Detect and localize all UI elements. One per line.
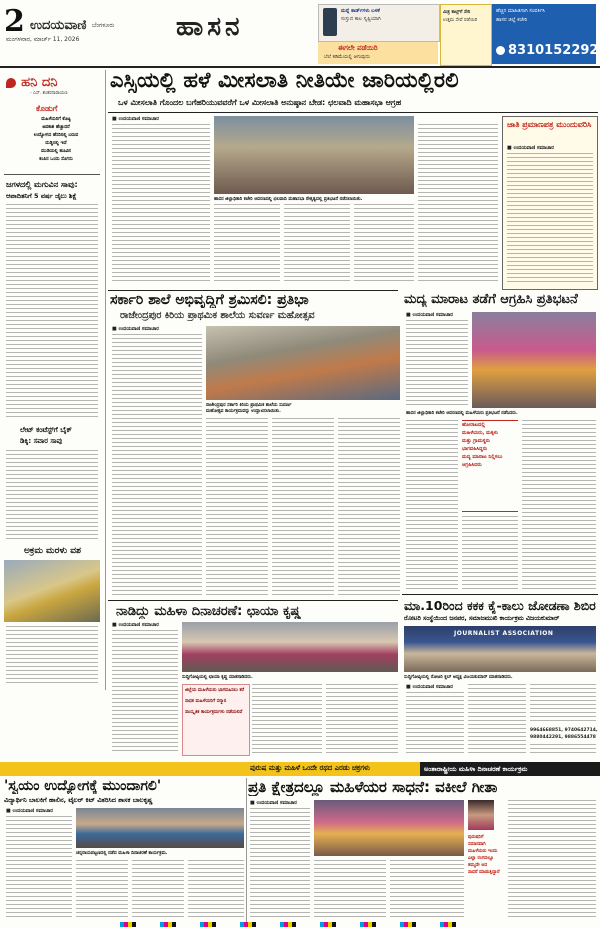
pull-line: ತಮ್ಮದೇ ಆದ [468, 863, 488, 868]
story1-subheadline: ಆಪಾದಿತನಿಗೆ 5 ವರ್ಷ ಜೈಲು ಶಿಕ್ಷೆ [6, 192, 77, 200]
school-body-1 [112, 334, 202, 596]
camp-contact-1: 9964668851, 9740642714, [530, 728, 598, 733]
school-caption-1: ರಾಜೇಂದ್ರಪುರ ಸರ್ಕಾರಿ ಕಿರಿಯ ಪ್ರಾಥಮಿಕ ಶಾಲೆಯ ಸುವರ್ಣ [206, 403, 292, 408]
pullquote-line: ಆಗ್ರಹಿಸಿದರು [462, 462, 482, 468]
camp-body-3 [530, 684, 596, 724]
band-right-text: ಅಂತಾರಾಷ್ಟ್ರೀಯ ಮಹಿಳಾ ದಿನಾಚರಣೆ ಕಾರ್ಯಕ್ರಮ [424, 765, 528, 773]
bottom-left-photo [76, 808, 244, 848]
liquor-body-4 [522, 420, 596, 590]
ad-offer [318, 42, 438, 64]
caste-cert-box [502, 116, 598, 290]
womensday-bullets [182, 684, 250, 756]
phone-icon [323, 8, 337, 36]
divider [4, 174, 100, 175]
liquor-headline: ಮದ್ಯ ಮಾರಾಟ ತಡೆಗೆ ಆಗ್ರಹಿಸಿ ಪ್ರತಿಭಟನೆ [404, 292, 578, 307]
school-body-2 [206, 418, 268, 596]
bottom-right-body-4 [508, 800, 596, 920]
camp-banner-text: JOURNALIST ASSOCIATION [454, 630, 554, 637]
story3-body [6, 626, 98, 686]
ad1-line2: ಸುಸ್ತುದ ಕಾಲ ಸೃಷ್ಟಿಯಾಗಿ [341, 16, 381, 22]
womensday-body-3 [326, 684, 398, 754]
left-column [0, 70, 104, 690]
band-right [420, 762, 600, 776]
poem-line: ಮುಡಿಯಲ್ಲಿ ಹೂವಿನ [41, 149, 71, 154]
bottom-left-sub: ವಿದ್ಯಾರ್ಥಿನಿ ಬಾಲಕಿಗೆ ಹಾಲಿನ, ಟೈಲರ್ ಕಿಟ್ ವಿತರಿಸಿದ ಶಾಸಕ ಬಾಲಕೃಷ್ಣ [4, 796, 153, 804]
poem-line: ದುಡ್ಡಿನಲ್ಲಿ ಇದೆ [45, 141, 67, 146]
story1-body [6, 204, 98, 420]
womensday-rule [108, 600, 398, 601]
section-title: ಹಾಸನ [176, 12, 244, 42]
liquor-body-3 [462, 516, 518, 590]
school-subheadline: ರಾಜೇಂದ್ರಪುರ ಕಿರಿಯ ಪ್ರಾಥಮಿಕ ಶಾಲೆಯ ಸುವರ್ಣ ಮಹೋತ್ಸವ [120, 310, 315, 321]
story2-headline: ಲೇಟ್ ಕಂಟೆಸ್ಟ್‌ಗೆ ಬೈಕ್ [20, 426, 72, 434]
pullquote-line: ಮದ್ಯ ಮಾರಾಟ ನಿಲ್ಲಿಸಲು [462, 454, 503, 460]
bottom-left-body-3 [132, 860, 184, 920]
lead-body-col5 [418, 124, 498, 284]
liquor-caption: ಹಾಸನ ಜಿಲ್ಲಾಧಿಕಾರಿ ಕಚೇರಿ ಆವರಣದಲ್ಲಿ ಮಹಿಳೆಯರು ಪ್ರತಿಭಟನೆ ನಡೆಸಿದರು. [406, 411, 518, 416]
bottom-right-byline: ■ ಉದಯವಾಣಿ ಸಮಾಚಾರ [250, 800, 297, 806]
poem-line: ಉದ್ಯೋಗದ ಹೆಸರಿನಲ್ಲಿ ಬರುವ [33, 133, 79, 138]
ad1-line4: ಬೆಲೆ ಕಡಿಮೆಯಲ್ಲಿ ಆಗುವುದು [324, 54, 371, 60]
ad3-phone: 8310152292 [508, 43, 599, 58]
story2-subheadline: ಡಿಕ್ಕಿ: ಸವಾರ ಸಾವು [20, 437, 63, 445]
school-photo [206, 326, 400, 400]
womensday-caption: ಸುದ್ದಿಗೋಷ್ಠಿಯಲ್ಲಿ ಛಾಯಾ ಕೃಷ್ಣ ಮಾತನಾಡಿದರು. [182, 675, 253, 680]
logo-drop-icon [6, 78, 16, 88]
bottom-right-photo [314, 800, 464, 856]
pullquote-line: ಭಾಗವಹಿಸಿದ್ದರು [462, 446, 488, 452]
registration-marks [120, 922, 480, 927]
logo-sub: - ಎಸ್. ಶಂಕರನಾರಾಯಣ [30, 91, 68, 96]
col-rule [105, 70, 106, 690]
lead-body-col3 [284, 204, 350, 284]
school-body-4 [338, 418, 400, 596]
camp-body-1 [406, 692, 464, 756]
poem [12, 116, 100, 164]
womensday-byline: ■ ಉದಯವಾಣಿ ಸಮಾಚಾರ [112, 622, 159, 628]
bottom-right-body-1 [250, 808, 310, 920]
camp-rule [402, 594, 598, 595]
bottom-left-caption: ಚನ್ನರಾಯಪಟ್ಟಣದಲ್ಲಿ ನಡೆದ ಮಹಿಳಾ ದಿನಾಚರಣೆ ಕಾರ್ಯಕ್ರಮ. [76, 851, 168, 856]
poem-line: ಮಹಿಳೆಯರಿಗೆ ಕೊಟ್ಟ [41, 117, 71, 122]
logo-text: ಹನಿ ದನಿ [21, 75, 58, 90]
hani-dani-logo [6, 72, 57, 91]
call-icon [496, 46, 505, 55]
school-caption-2: ಮಹೋತ್ಸವ ಕಾರ್ಯಕ್ರಮವನ್ನು ಉದ್ಘಾಟಿಸಲಾಯಿತು. [206, 409, 281, 414]
paper-name: ಉದಯವಾಣಿ [30, 18, 87, 33]
page-number: 2 [4, 4, 25, 39]
lead-body-col4 [354, 204, 414, 284]
camp-headline: ಮಾ.10ರಿಂದ ಕಕಕ ಕೈ-ಕಾಲು ಜೋಡಣಾ ಶಿಬಿರ [404, 598, 596, 613]
pull-line: ಮಹಿಳೆಯರು ಇಂದು [468, 849, 498, 854]
lead-byline: ■ ಉದಯವಾಣಿ ಸಮಾಚಾರ [112, 116, 159, 122]
pull-line: ಸಾಧನೆ ಮಾಡುತ್ತಿದ್ದಾರೆ [468, 870, 500, 875]
liquor-photo [472, 312, 596, 408]
issue-date: ಮಂಗಳವಾರ, ಮಾರ್ಚ್ 11, 2026 [6, 36, 80, 43]
story3-headline: ಅಕ್ರಮ ಮರಳು ವಶ [24, 546, 81, 556]
camp-body-2 [468, 684, 526, 756]
poem-line: ಅವಕಾಶ ಹೆಚ್ಚಾದರೆ [42, 125, 70, 130]
pullquote-line: ಮಹಿಳೆಯರು, ಮಕ್ಕಳು [462, 430, 498, 436]
liquor-body-2 [406, 420, 458, 590]
ad-friend [440, 4, 492, 66]
lead-rule [108, 112, 598, 113]
camp-photo [404, 626, 596, 672]
bottom-right-portrait [468, 800, 494, 830]
camp-subheadline: ರೋಟರಿ ಸಂಸ್ಥೆಯಿಂದ ಜನಪರ, ಸಮಾಜಮುಖಿ ಕಾರ್ಯಕ್ರಮ ವಿಜಯಕುಮಾರ್ [404, 615, 560, 622]
lead-body-col2 [214, 204, 280, 284]
camp-caption: ಸುದ್ದಿಗೋಷ್ಠಿಯಲ್ಲಿ ರೋಟರಿ ಕ್ಲಬ್ ಅಧ್ಯಕ್ಷ ವಿಜಯಕುಮಾರ್ ಮಾತನಾಡಿದರು. [404, 675, 513, 680]
womensday-headline: ನಾಡಿದ್ದು ಮಹಿಳಾ ದಿನಾಚರಣೆ: ಛಾಯಾ ಕೃಷ್ಣ [116, 604, 302, 619]
womensday-body-1 [112, 630, 178, 754]
bottom-right-body-3 [390, 860, 464, 920]
womensday-photo [182, 622, 398, 672]
ad3-line2: ಹಾಸನ ಜಿಲ್ಲೆ ಕಚೇರಿ [496, 17, 528, 23]
story2-body [6, 450, 98, 540]
bottom-right-pullquote [468, 834, 504, 876]
camp-contact-2: 9880442291, 9886554478 [530, 735, 596, 740]
bottom-left-body-1 [6, 816, 72, 920]
bottom-left-byline: ■ ಉದಯವಾಣಿ ಸಮಾಚಾರ [6, 808, 53, 814]
ad2-line2: ಉತ್ತಮ ಸೇವೆ ಪಡೆಯಿರಿ [443, 18, 478, 23]
ad-mobile-card [318, 4, 440, 42]
school-top-rule [108, 290, 398, 291]
bottom-col-rule [246, 778, 247, 922]
band-left-text: ಪುರುಷ ಮತ್ತು ಮಹಿಳೆ ಒಂದೇ ರಥದ ಎರಡು ಚಕ್ರಗಳು [250, 764, 371, 772]
school-byline: ■ ಉದಯವಾಣಿ ಸಮಾಚಾರ [112, 326, 159, 332]
ad2-line1: ಮಿತ್ರ ಕಾಲ್ಸ್‌ಗೆ ಸೇರಿ [443, 10, 471, 15]
bottom-left-headline: 'ಸ್ವಯಂ ಉದ್ಯೋಗಕ್ಕೆ ಮುಂದಾಗಲಿ' [4, 778, 162, 794]
lead-headline: ಎಸ್ಸಿಯಲ್ಲಿ ಹಳೆ ಮೀಸಲಾತಿ ನೀತಿಯೇ ಜಾರಿಯಲ್ಲಿರಲಿ [110, 68, 459, 92]
liquor-pullquote [462, 420, 518, 512]
pull-line: ಎಲ್ಲಾ ರಂಗದಲ್ಲೂ [468, 856, 494, 861]
sidebar-title-1: ಜಾತಿ ಪ್ರಮಾಣಪತ್ರ ಮುಂದುವರಿಸಿ [507, 120, 592, 129]
sand-truck-photo [4, 560, 100, 622]
bullet-item: ಸಾಂಸ್ಕೃತಿಕ ಕಾರ್ಯಕ್ರಮಗಳು ನಡೆಯಲಿವೆ [185, 710, 243, 715]
camp-byline: ■ ಉದಯವಾಣಿ ಸಮಾಚಾರ [406, 684, 453, 690]
bottom-right-headline: ಪ್ರತಿ ಕ್ಷೇತ್ರದಲ್ಲೂ ಮಹಿಳೆಯರ ಸಾಧನೆ: ವಕೀಲೆ ಗೀತಾ [248, 778, 498, 796]
ad3-line1: ಹೆಚ್ಚಿನ ಮಾಹಿತಿಗಾಗಿ ಸಂಪರ್ಕಿಸಿ [496, 8, 545, 14]
bottom-left-body-4 [188, 860, 244, 920]
ad-contact [492, 4, 599, 64]
pullquote-line: ಮತ್ತು ಗ್ರಾಮಸ್ಥರು [462, 438, 491, 444]
bottom-left-body-2 [76, 860, 128, 920]
pullquote-line: ಹೋರಾಟದಲ್ಲಿ [462, 422, 485, 428]
lead-photo [214, 116, 414, 194]
lead-caption: ಹಾಸನ ಜಿಲ್ಲಾಧಿಕಾರಿ ಕಚೇರಿ ಆವರಣದಲ್ಲಿ ಛಲವಾದಿ ಮಹಾಸಭಾ ನೇತೃತ್ವದಲ್ಲಿ ಪ್ರತಿಭಟನೆ ನಡೆಸಲಾಯಿತು. [214, 197, 363, 202]
bottom-band [0, 762, 600, 776]
lead-subheadline: ಒಳ ಮೀಸಲಾತಿ ಗೊಂದಲ ಬಗೆಹರಿಯುವವರೆಗೆ ಒಳ ಮೀಸಲಾತಿ ಅನುಷ್ಠಾನ ಬೇಡ: ಛಲವಾದಿ ಮಹಾಸಭಾ ಆಗ್ರಹ [118, 98, 402, 107]
pull-line: ಪುರುಷರಿಗೆ [468, 835, 484, 840]
bullet-item: ಜಿಲ್ಲೆಯ ಮಹಿಳೆಯರು ಭಾಗವಹಿಸಲು ಕರೆ [185, 688, 245, 693]
school-headline: ಸರ್ಕಾರಿ ಶಾಲೆ ಅಭಿವೃದ್ಧಿಗೆ ಶ್ರಮಿಸಲಿ: ಪ್ರತಿಭಾ [110, 292, 309, 308]
school-body-3 [272, 418, 334, 596]
masthead [0, 0, 600, 66]
sidebar-byline: ■ ಉದಯವಾಣಿ ಸಮಾಚಾರ [507, 145, 554, 151]
camp-body-4 [530, 744, 596, 756]
liquor-body-1 [406, 320, 468, 406]
womensday-body-2 [252, 684, 322, 754]
bottom-right-body-2 [314, 860, 386, 920]
ad1-line3: ಈಗಲೇ ಪಡೆಯಿರಿ [338, 44, 378, 52]
sidebar-body [507, 153, 593, 285]
bullet-item: ಸಾಧಕ ಮಹಿಳೆಯರಿಗೆ ಸನ್ಮಾನ [185, 699, 227, 704]
story1-headline: ಜಗಳದಲ್ಲಿ ಮಗುವಿನ ಸಾವು: [6, 180, 78, 189]
poem-line: ಕಂಪಿನ ಒಂದು ಸೊಗಸು [39, 157, 73, 162]
ad1-line1: ಮನ್ನೆ ಕಾರ್ಡ್‌ಗಳು ಬಳಕೆ [341, 8, 380, 14]
poem-title: ಕೊಡುಗೆ [36, 104, 58, 113]
liquor-byline: ■ ಉದಯವಾಣಿ ಸಮಾಚಾರ [406, 312, 453, 318]
edition: ಬೆಂಗಳೂರು [92, 22, 115, 29]
pull-line: ಸಮಾನವಾಗಿ [468, 842, 486, 847]
lead-body-col1 [112, 124, 210, 284]
